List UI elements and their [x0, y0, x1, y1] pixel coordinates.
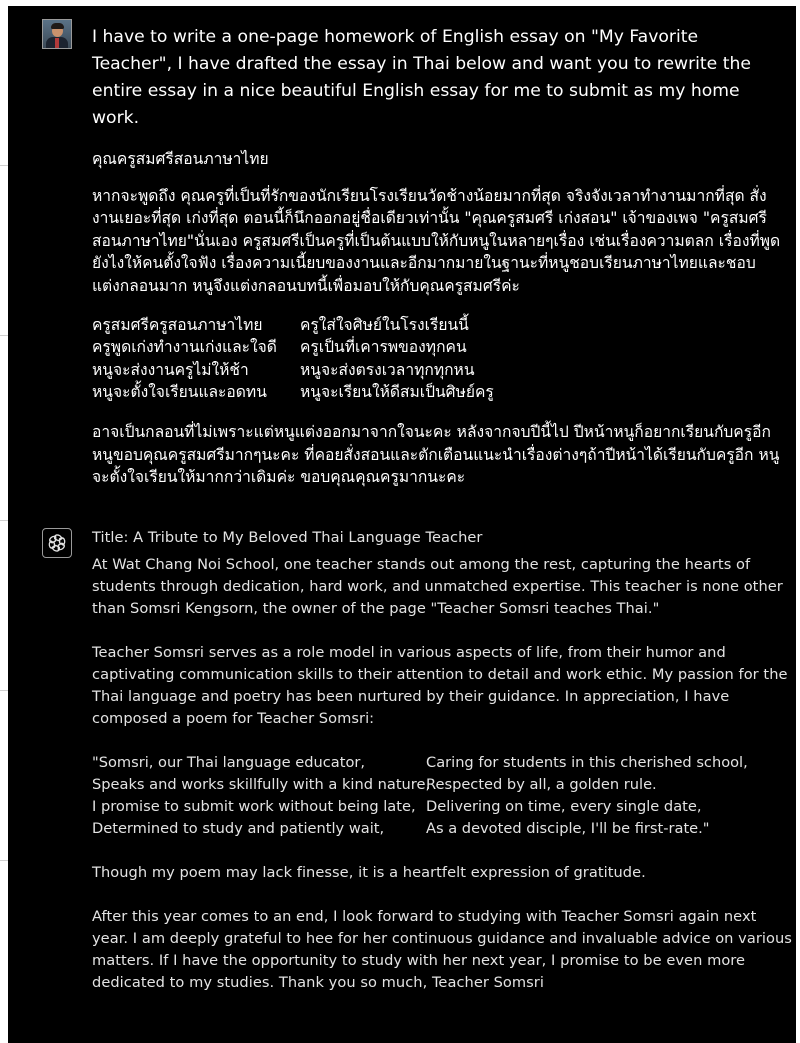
assistant-avatar	[42, 528, 72, 558]
avatar-tie	[55, 38, 59, 48]
thai-essay-title: คุณครูสมศรีสอนภาษาไทย	[92, 150, 269, 168]
english-poem	[92, 752, 792, 840]
essay-paragraph-4: After this year comes to an end, I look forward to studying with Teacher Somsri again next year. I am deeply grateful to hee for her continuous guidance and invaluable advice on various matters. If I have the opportunity to study with her next year, I promise to be even more dedicated to my studies. Thank you so much, Teacher Somsri	[92, 908, 792, 991]
thai-poem-right: หนูจะส่งตรงเวลาทุกทุกหน	[300, 360, 475, 379]
thai-poem-line	[92, 314, 782, 337]
thai-poem-line	[92, 336, 782, 359]
openai-logo-icon	[46, 532, 68, 554]
english-poem-left: Determined to study and patiently wait,	[92, 820, 385, 837]
page-edge-line	[0, 860, 8, 861]
essay-title: Title: A Tribute to My Beloved Thai Language Teacher	[92, 529, 483, 546]
english-poem-left: I promise to submit work without being late,	[92, 798, 416, 815]
assistant-message	[92, 527, 792, 994]
thai-poem-right: หนูจะเรียนให้ดีสมเป็นศิษย์ครู	[300, 383, 494, 402]
avatar-hair	[51, 23, 64, 29]
english-poem-right: Respected by all, a golden rule.	[426, 776, 657, 793]
thai-paragraph-2: อาจเป็นกลอนที่ไม่เพราะแต่หนูแต่งออกมาจากใจนะคะ หลังจากจบปีนี้ไป ปีหน้าหนูก็อยากเรียนกับครูอีก หนูขอบคุณครูสมศรีมากๆนะคะ ที่คอยสั่งสอนและตักเตือนแนะนำเรื่องต่างๆถ้าปีหน้าได้เรียนกับครูอีก หนูจะตั้งใจเรียนให้มากกว่าเดิมค่ะ ขอบคุณคุณครูมากนะคะ	[92, 422, 780, 487]
thai-poem-right: ครูเป็นที่เคารพของทุกคน	[300, 338, 467, 357]
user-prompt-text: I have to write a one-page homework of English essay on "My Favorite Teacher", I have drafted the essay in Thai below and want you to rewrite the entire essay in a nice beautiful English essay for me to submit as my home work.	[92, 27, 751, 128]
thai-poem-left: หนูจะส่งงานครูไม่ให้ช้า	[92, 360, 249, 379]
english-poem-line	[92, 796, 792, 818]
page-edge-line	[0, 520, 8, 521]
thai-poem-left: ครูพูดเก่งทำงานเก่งและใจดี	[92, 338, 277, 357]
page-edge-line	[0, 335, 8, 336]
thai-poem-left: หนูจะตั้งใจเรียนและอดทน	[92, 383, 267, 402]
english-poem-right: Caring for students in this cherished school,	[426, 754, 748, 771]
thai-poem-left: ครูสมศรีครูสอนภาษาไทย	[92, 315, 263, 334]
thai-poem-line	[92, 381, 782, 404]
user-avatar	[42, 19, 72, 49]
english-poem-left: Speaks and works skillfully with a kind nature,	[92, 776, 431, 793]
user-message	[92, 24, 782, 489]
chat-conversation	[8, 6, 796, 1043]
english-poem-line	[92, 774, 792, 796]
thai-poem-right: ครูใส่ใจศิษย์ในโรงเรียนนี้	[300, 315, 469, 334]
thai-poem-line	[92, 359, 782, 382]
english-poem-line	[92, 752, 792, 774]
english-poem-left: "Somsri, our Thai language educator,	[92, 754, 366, 771]
page-edge-line	[0, 690, 8, 691]
english-poem-right: Delivering on time, every single date,	[426, 798, 702, 815]
english-poem-right: As a devoted disciple, I'll be first-rate."	[426, 820, 710, 837]
thai-poem	[92, 314, 782, 404]
essay-paragraph-1: At Wat Chang Noi School, one teacher stands out among the rest, capturing the hearts of students through dedication, hard work, and unmatched expertise. This teacher is none other than Somsri Kengsorn, the owner of the page "Teacher Somsri teaches Thai."	[92, 556, 783, 617]
thai-paragraph-1: หากจะพูดถึง คุณครูที่เป็นที่รักของนักเรียนโรงเรียนวัดช้างน้อยมากที่สุด จริงจังเวลาทำงานมากที่สุด สั่งงานเยอะที่สุด เก่งที่สุด ตอนนี้ก็นึกออกอยู่ชื่อเดียวเท่านั้น "คุณครูสมศรี เก่งสอน" เจ้าของเพจ "ครูสมศรีสอนภาษาไทย"นั่นเอง ครูสมศรีเป็นครูที่เป็นต้นแบบให้กับหนูในหลายๆเรื่อง เช่นเรื่องความตลก เรื่องที่พูดยังไงให้คนตั้งใจฟัง เรื่องความเนี้ยบของงานและอีกมากมายในฐานะที่หนูชอบเรียนภาษาไทยและชอบแต่งกลอนมาก หนูจึงแต่งกลอนบทนี้เพื่อมอบให้กับคุณครูสมศรีค่ะ	[92, 186, 781, 295]
english-poem-line	[92, 818, 792, 840]
essay-paragraph-3: Though my poem may lack finesse, it is a heartfelt expression of gratitude.	[92, 864, 646, 881]
page-edge-line	[0, 165, 8, 166]
essay-paragraph-2: Teacher Somsri serves as a role model in various aspects of life, from their humor and captivating communication skills to their attention to detail and work ethic. My passion for the Thai language and poetry has been nurtured by their guidance. In appreciation, I have composed a poem for Teacher Somsri:	[92, 644, 788, 727]
